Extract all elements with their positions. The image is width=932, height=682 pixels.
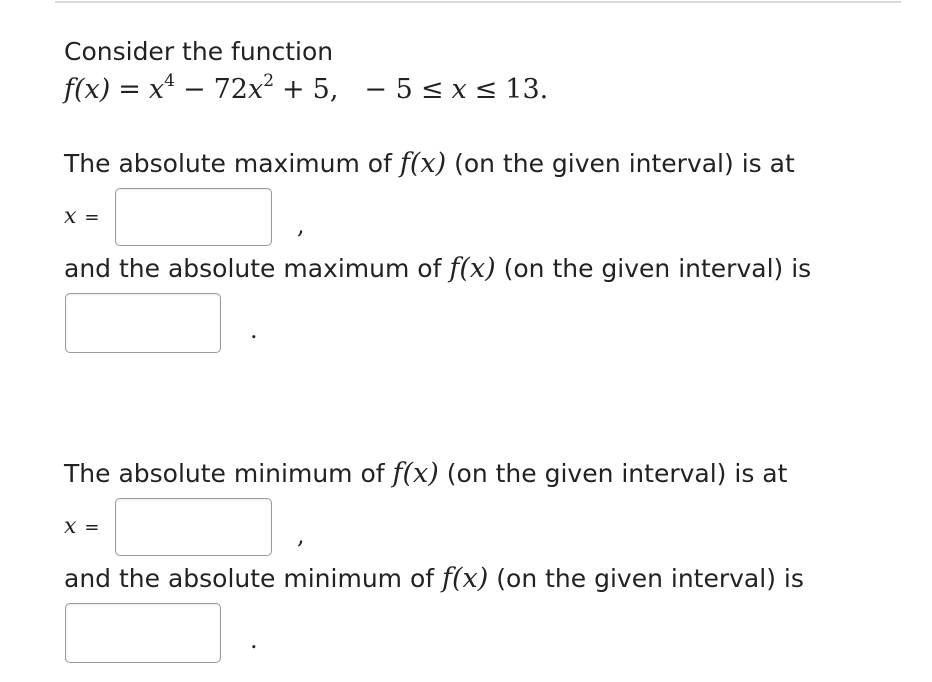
min-value-prompt-after: (on the given interval) is	[496, 564, 804, 593]
max-location-prompt	[64, 149, 795, 179]
formula-plus: +	[282, 74, 305, 105]
min-x-label	[64, 514, 100, 541]
max-value-fx: f(x)	[449, 253, 496, 284]
min-location-fx: f(x)	[392, 458, 439, 489]
max-value-prompt	[64, 254, 811, 284]
min-x-equals: =	[84, 517, 100, 538]
min-x-input[interactable]	[115, 498, 272, 556]
interval-end: 13.	[505, 74, 549, 105]
formula-constant: 5,	[312, 74, 339, 105]
formula-term1-exponent: 4	[164, 71, 175, 91]
min-value-prompt-before: and the absolute minimum of	[64, 564, 435, 593]
interval-leq-1: ≤	[420, 74, 444, 105]
max-location-prompt-before: The absolute maximum of	[64, 149, 392, 178]
intro-text: Consider the function	[64, 37, 334, 66]
interval-leq-2: ≤	[474, 74, 498, 105]
min-location-prompt	[64, 459, 787, 489]
max-x-variable: x	[64, 204, 77, 229]
formula-minus: −	[182, 74, 206, 105]
formula-term1-base: x	[148, 74, 165, 105]
min-value-input[interactable]	[65, 603, 221, 663]
max-value-prompt-after: (on the given interval) is	[503, 254, 812, 283]
max-x-equals: =	[84, 207, 100, 228]
max-x-input[interactable]	[115, 188, 272, 246]
interval-start: − 5	[364, 74, 413, 105]
max-value-period: .	[250, 316, 258, 344]
formula-term2-exponent: 2	[263, 71, 275, 91]
function-formula	[64, 73, 548, 107]
min-location-prompt-before: The absolute minimum of	[64, 459, 385, 488]
min-location-prompt-after: (on the given interval) is at	[446, 459, 788, 488]
max-location-prompt-after: (on the given interval) is at	[454, 149, 795, 178]
max-x-label	[64, 204, 100, 231]
formula-equals: =	[118, 74, 141, 105]
min-value-prompt	[64, 564, 804, 594]
formula-term2-coefficient: 72	[213, 74, 248, 105]
top-divider	[55, 1, 901, 3]
max-x-comma: ,	[297, 211, 305, 239]
interval-variable: x	[451, 74, 467, 105]
min-x-comma: ,	[297, 521, 305, 549]
min-value-fx: f(x)	[442, 563, 489, 594]
formula-lhs: f(x)	[64, 74, 111, 105]
min-x-variable: x	[64, 514, 77, 539]
max-location-fx: f(x)	[399, 148, 447, 179]
max-value-prompt-before: and the absolute maximum of	[64, 254, 442, 283]
max-value-input[interactable]	[65, 293, 221, 353]
min-value-period: .	[250, 626, 258, 654]
formula-term2-base: x	[247, 74, 264, 105]
